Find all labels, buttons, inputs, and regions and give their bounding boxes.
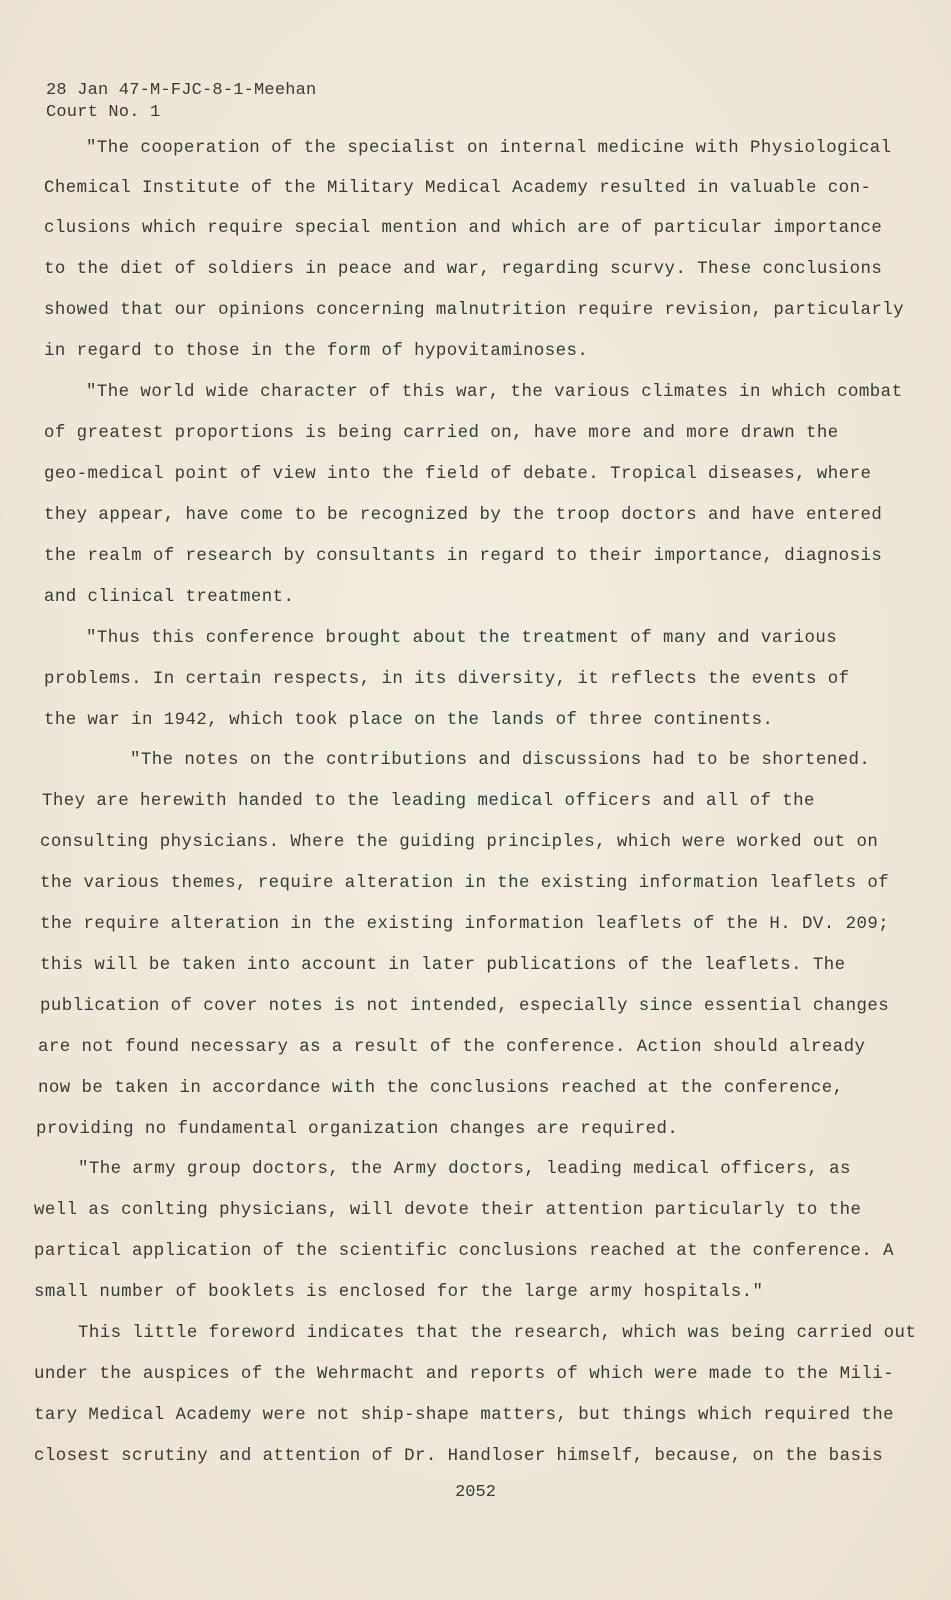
- document-header: [46, 80, 316, 124]
- text-line: "The notes on the contributions and discussions had to be shortened.: [130, 751, 871, 770]
- text-line: partical application of the scientific conclusions reached at the conference. A: [34, 1242, 895, 1261]
- text-line: consulting physicians. Where the guiding principles, which were worked out on: [40, 833, 879, 852]
- text-line: "The cooperation of the specialist on internal medicine with Physiological: [86, 139, 892, 158]
- text-line: the various themes, require alteration in the existing information leaflets of: [40, 874, 890, 893]
- text-line: They are herewith handed to the leading medical officers and all of the: [42, 792, 815, 811]
- text-line: "The world wide character of this war, the various climates in which combat: [86, 383, 903, 402]
- text-line: clusions which require special mention and which are of particular importance: [44, 219, 883, 238]
- text-line: to the diet of soldiers in peace and war, regarding scurvy. These conclusions: [44, 260, 883, 279]
- text-line: and clinical treatment.: [44, 588, 295, 607]
- text-line: showed that our opinions concerning malnutrition require revision, particularly: [44, 301, 905, 320]
- court-number: Court No. 1: [46, 103, 161, 122]
- text-line: Chemical Institute of the Military Medical Academy resulted in valuable con-: [44, 179, 872, 198]
- text-line: the realm of research by consultants in regard to their importance, diagnosis: [44, 547, 883, 566]
- text-line: tary Medical Academy were not ship-shape matters, but things which required the: [34, 1406, 895, 1425]
- text-line: publication of cover notes is not intended, especially since essential changes: [40, 997, 890, 1016]
- transcript-reference: 28 Jan 47-M-FJC-8-1-Meehan: [46, 81, 317, 100]
- text-line: now be taken in accordance with the conclusions reached at the conference,: [38, 1079, 844, 1098]
- text-line: "Thus this conference brought about the treatment of many and various: [86, 629, 838, 648]
- text-line: closest scrutiny and attention of Dr. Handloser himself, because, on the basis: [34, 1447, 884, 1466]
- text-line: providing no fundamental organization changes are required.: [36, 1120, 679, 1139]
- text-line: problems. In certain respects, in its diversity, it reflects the events of: [44, 670, 850, 689]
- text-line: This little foreword indicates that the research, which was being carried out: [78, 1324, 917, 1343]
- text-line: the war in 1942, which took place on the lands of three continents.: [44, 711, 774, 730]
- text-line: are not found necessary as a result of the conference. Action should already: [38, 1038, 866, 1057]
- text-line: they appear, have come to be recognized by the troop doctors and have entered: [44, 506, 883, 525]
- text-line: the require alteration in the existing information leaflets of the H. DV. 209;: [40, 915, 890, 934]
- text-line: this will be taken into account in later publications of the leaflets. The: [40, 956, 846, 975]
- text-line: "The army group doctors, the Army doctors, leading medical officers, as: [78, 1160, 851, 1179]
- text-line: under the auspices of the Wehrmacht and reports of which were made to the Mili-: [34, 1365, 895, 1384]
- text-line: of greatest proportions is being carried on, have more and more drawn the: [44, 424, 839, 443]
- text-line: geo-medical point of view into the field of debate. Tropical diseases, where: [44, 465, 872, 484]
- text-line: well as conlting physicians, will devote their attention particularly to the: [34, 1201, 862, 1220]
- text-line: in regard to those in the form of hypovitaminoses.: [44, 342, 589, 361]
- page-number: 2052: [455, 1483, 496, 1502]
- text-line: small number of booklets is enclosed for the large army hospitals.": [34, 1283, 764, 1302]
